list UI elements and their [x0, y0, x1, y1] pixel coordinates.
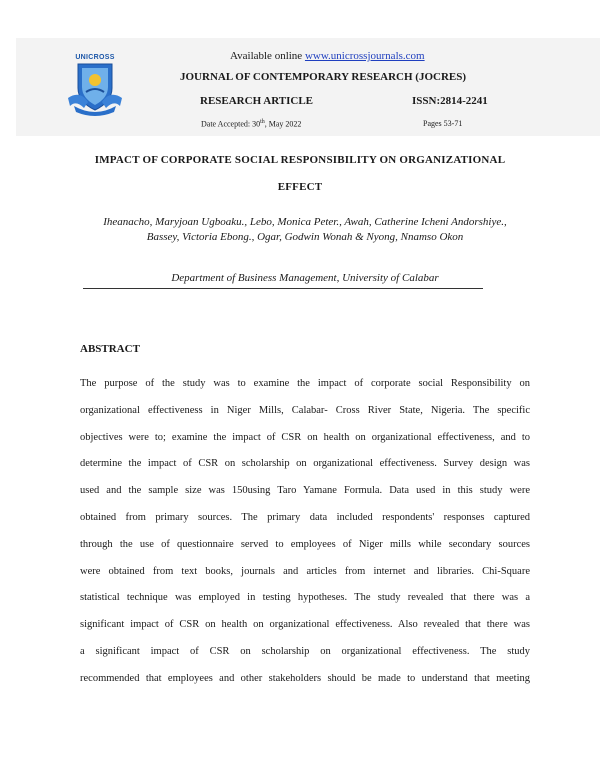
journal-website-link[interactable]: www.unicrossjournals.com — [304, 50, 425, 62]
abstract-line: obtained from primary sources. The primary data included respondents' responses captured — [80, 512, 530, 523]
abstract-line: used and the sample size was 150using Taro Yamane Formula. Data used in this study were — [80, 485, 530, 497]
article-type: RESEARCH ARTICLE — [200, 95, 314, 107]
authors-line-2: Bassey, Victoria Ebong., Ogar, Godwin Wonah & Nyong, Nnamso Okon — [146, 231, 464, 243]
paper-title-line-1: IMPACT OF CORPORATE SOCIAL RESPONSIBILITY ON ORGANIZATIONAL — [94, 154, 506, 166]
department-affiliation: Department of Business Management, University of Calabar — [171, 272, 439, 284]
date-accepted-prefix: Date Accepted: 30 — [201, 119, 261, 129]
page-range: Pages 53-71 — [423, 119, 463, 128]
university-logo — [66, 54, 124, 118]
abstract-line: determine the impact of CSR on scholarship on organizational effectiveness. Survey design was — [80, 458, 530, 470]
abstract-line: statistical technique was employed in testing hypotheses. The study revealed that there was a — [80, 592, 530, 604]
abstract-line: through the use of questionnaire served to employees of Niger mills while secondary sources — [80, 538, 530, 550]
issn: ISSN:2814-2241 — [412, 95, 488, 107]
affiliation-divider — [83, 288, 483, 289]
date-accepted-suffix: , May 2022 — [264, 119, 302, 129]
logo-text: UNICROSS — [75, 54, 115, 61]
date-accepted-sup: th — [260, 119, 265, 125]
date-accepted — [201, 119, 301, 129]
authors-line-1: Iheanacho, Maryjoan Ugboaku., Lebo, Monica Peter., Awah, Catherine Icheni Andorshiye., — [103, 216, 507, 228]
availability-line — [230, 50, 425, 62]
journal-name: JOURNAL OF CONTEMPORARY RESEARCH (JOCRES) — [180, 71, 467, 83]
abstract-line: significant impact of CSR on health on organizational effectiveness. Also revealed that there was — [80, 619, 530, 631]
availability-prefix: Available online — [230, 50, 305, 62]
paper-title-line-2: EFFECT — [277, 181, 323, 193]
abstract-line: were obtained from text books, journals and articles from internet and libraries. Chi-Square — [80, 565, 530, 577]
abstract-line: organizational effectiveness in Niger Mills, Calabar- Cross River State, Nigeria. The specific — [80, 404, 530, 416]
abstract-line: objectives were to; examine the impact of CSR on health on organizational effectiveness, and to — [80, 431, 530, 443]
abstract-line: a significant impact of CSR on scholarship on organizational effectiveness. The study — [80, 646, 530, 657]
abstract-heading: ABSTRACT — [80, 343, 140, 355]
crest-icon — [66, 54, 124, 118]
abstract-line: recommended that employees and other stakeholders should be made to understand that meeting — [80, 672, 530, 684]
abstract-line: The purpose of the study was to examine the impact of corporate social Responsibility on — [80, 378, 530, 389]
